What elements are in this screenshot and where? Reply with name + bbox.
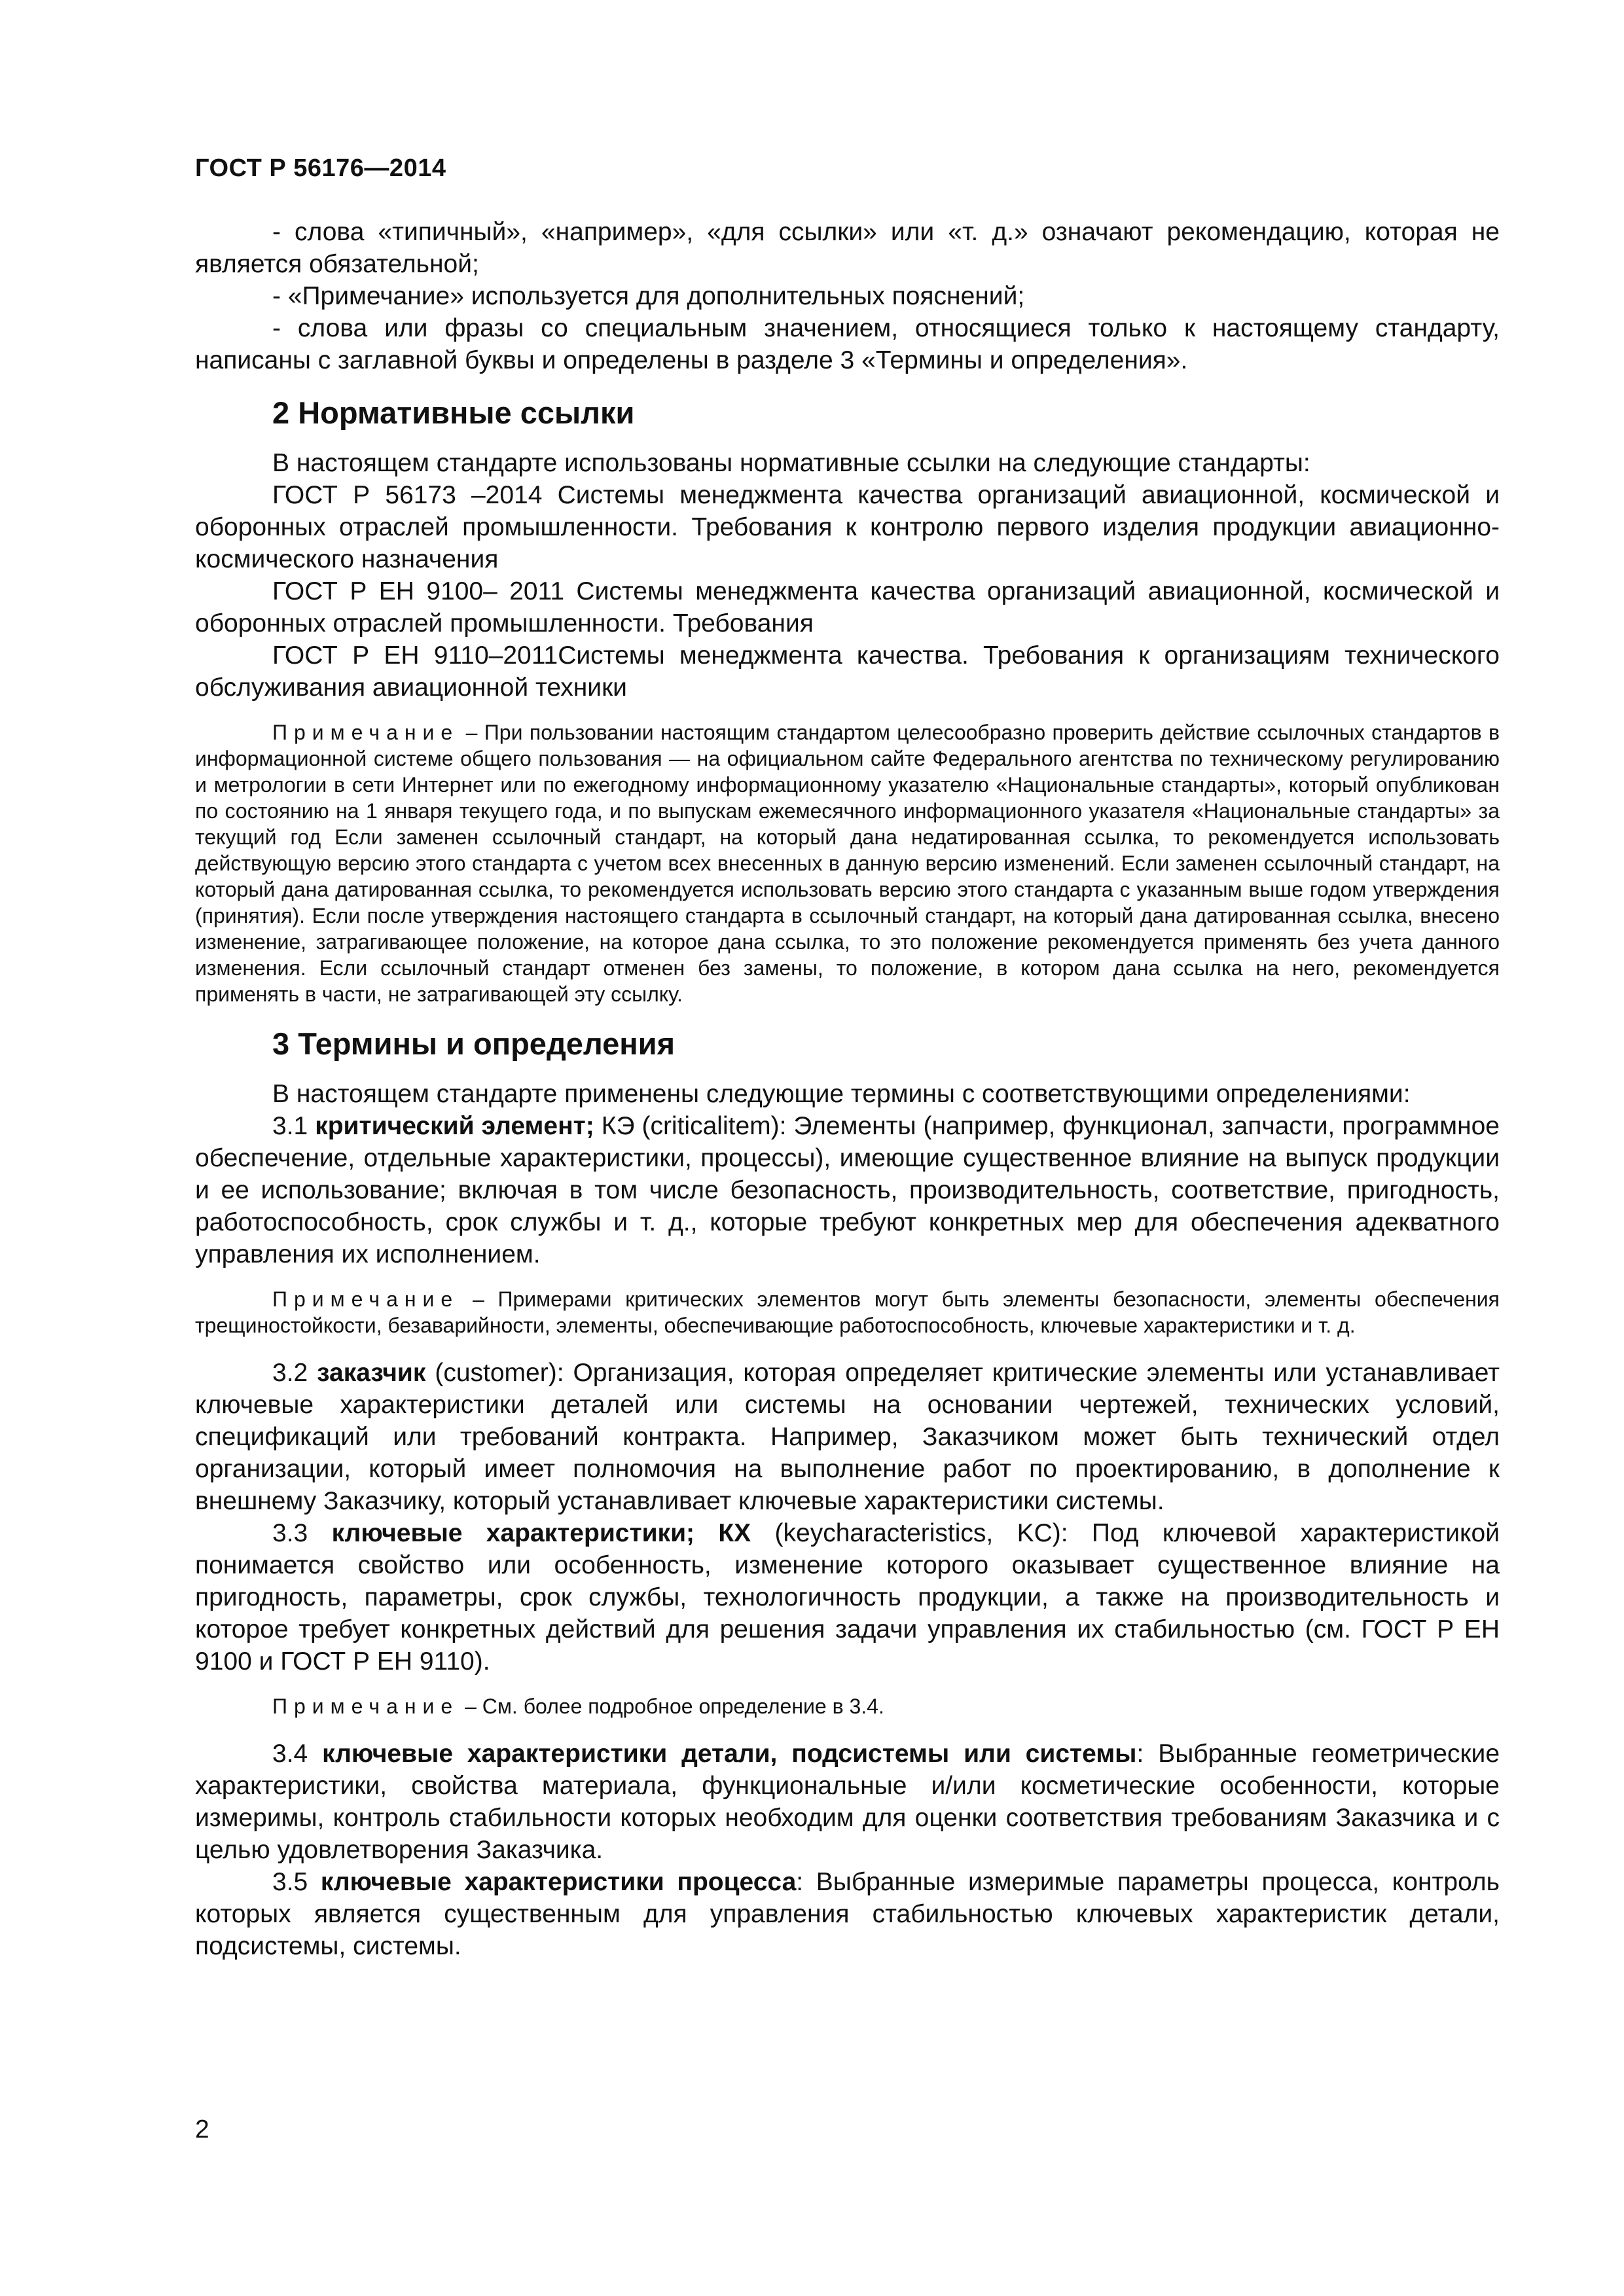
term-number: 3.4 — [272, 1740, 323, 1768]
term-3-3-note — [195, 1693, 1500, 1719]
term-definition: КЭ (criticalitem): Элементы (например, функционал, запчасти, программное обеспечение, отдельные характеристики, процессы), имеющие существенное влияние на выпуск продукции и ее использование; включая в том числе безопасность, производительность, соответствие, пригодность, работоспособность, срок службы и т. д., которые требуют конкретных мер для обеспечения адекватного управления их исполнением. — [195, 1112, 1500, 1268]
s2-reference-2: ГОСТ Р ЕН 9100– 2011 Системы менеджмента качества организаций авиационной, космической и оборонных отраслей промышленности. Требования — [195, 577, 1500, 637]
note-label: Примечание — [272, 1287, 460, 1311]
note-label: Примечание — [272, 1695, 460, 1718]
s3-paragraph-1: В настоящем стандарте применены следующие термины с соответствующими определениями: — [272, 1080, 1411, 1108]
term-3-1-note — [195, 1286, 1500, 1338]
term-definition: : Выбранные измеримые параметры процесса, контроль которых является существенным для управления стабильностью ключевых характеристик детали, подсистемы, системы. — [195, 1868, 1500, 1960]
note-text: – При пользовании настоящим стандартом целесообразно проверить действие ссылочных стандартов в информационной системе общего пользования — на официальном сайте Федерального агентства по техническому регулированию и метрологии в сети Интернет или по ежегодному информационному указателю «Национальные стандарты», который опубликован по состоянию на 1 января текущего года, и по выпускам ежемесячного информационного указателя «Национальные стандарты» за текущий год Если заменен ссылочный стандарт, на который дана недатированная ссылка, то рекомендуется использовать действующую версию этого стандарта с учетом всех внесенных в данную версию изменений. Если заменен ссылочный стандарт, на который дана датированная ссылка, то рекомендуется использовать версию этого стандарта с указанным выше годом утверждения (принятия). Если после утверждения настоящего стандарта в ссылочный стандарт, на который дана датированная ссылка, внесено изменение, затрагивающее положение, на которое дана ссылка, то это положение рекомендуется применять без учета данного изменения. Если ссылочный стандарт отменен без замены, то положение, в котором дана ссылка на него, рекомендуется применять в части, не затрагивающей эту ссылку. — [195, 721, 1500, 1006]
term-number: 3.5 — [272, 1868, 321, 1896]
term-name: ключевые характеристики детали, подсистемы или системы — [322, 1740, 1137, 1768]
document-body — [195, 216, 1500, 1962]
s2-reference-3: ГОСТ Р ЕН 9110–2011Системы менеджмента качества. Требования к организациям технического обслуживания авиационной техники — [195, 641, 1500, 702]
note-text: – См. более подробное определение в 3.4. — [459, 1695, 884, 1718]
term-3-5 — [195, 1866, 1500, 1962]
s2-paragraph-1: В настоящем стандарте использованы нормативные ссылки на следующие стандарты: — [272, 449, 1310, 477]
term-number: 3.1 — [272, 1112, 316, 1140]
term-3-2 — [195, 1357, 1500, 1517]
intro-line-2: - «Примечание» используется для дополнительных пояснений; — [272, 282, 1025, 310]
term-3-1 — [195, 1110, 1500, 1270]
term-name: заказчик — [317, 1359, 426, 1387]
term-3-4 — [195, 1738, 1500, 1866]
page-number: 2 — [195, 2115, 209, 2144]
s2-note — [195, 719, 1500, 1007]
note-label: Примечание — [272, 721, 460, 744]
section-3-title: 3 Термины и определения — [272, 1026, 675, 1061]
term-number: 3.2 — [272, 1359, 317, 1387]
term-definition: : Выбранные геометрические характеристики, свойства материала, функциональные и/или косметические особенности, которые измеримы, контроль стабильности которых необходим для оценки соответствия требованиям Заказчика и с целью удовлетворения Заказчика. — [195, 1740, 1500, 1864]
term-name: критический элемент; — [315, 1112, 594, 1140]
term-3-3 — [195, 1517, 1500, 1677]
intro-line-3: - слова или фразы со специальным значением, относящиеся только к настоящему стандарту, написаны с заглавной буквы и определены в разделе 3 «Термины и определения». — [195, 314, 1500, 374]
term-name: ключевые характеристики; КХ — [331, 1519, 751, 1547]
intro-line-1: - слова «типичный», «например», «для ссылки» или «т. д.» означают рекомендацию, которая не является обязательной; — [195, 218, 1500, 278]
term-number: 3.3 — [272, 1519, 332, 1547]
term-name: ключевые характеристики процесса — [320, 1868, 797, 1896]
term-definition: (customer): Организация, которая определяет критические элементы или устанавливает ключевые характеристики деталей или системы на основании чертежей, технических условий, спецификаций или требований контракта. Например, Заказчиком может быть технический отдел организации, который имеет полномочия на выполнение работ по проектированию, в дополнение к внешнему Заказчику, который устанавливает ключевые характеристики системы. — [195, 1359, 1500, 1515]
section-2-title: 2 Нормативные ссылки — [272, 395, 635, 430]
term-definition: (keycharacteristics, KC): Под ключевой характеристикой понимается свойство или особенность, изменение которого оказывает существенное влияние на пригодность, параметры, срок службы, технологичность продукции, а также на производительность и которое требует конкретных действий для решения задачи управления их стабильностью (см. ГОСТ Р ЕН 9100 и ГОСТ Р ЕН 9110). — [195, 1519, 1500, 1676]
note-text: – Примерами критических элементов могут быть элементы безопасности, элементы обеспечения трещиностойкости, безаварийности, элементы, обеспечивающие работоспособность, ключевые характеристики и т. д. — [195, 1287, 1500, 1337]
document-header: ГОСТ Р 56176—2014 — [195, 154, 446, 182]
s2-reference-1: ГОСТ Р 56173 –2014 Системы менеджмента качества организаций авиационной, космической и оборонных отраслей промышленности. Требования к контролю первого изделия продукции авиационно-космического назначения — [195, 481, 1500, 573]
